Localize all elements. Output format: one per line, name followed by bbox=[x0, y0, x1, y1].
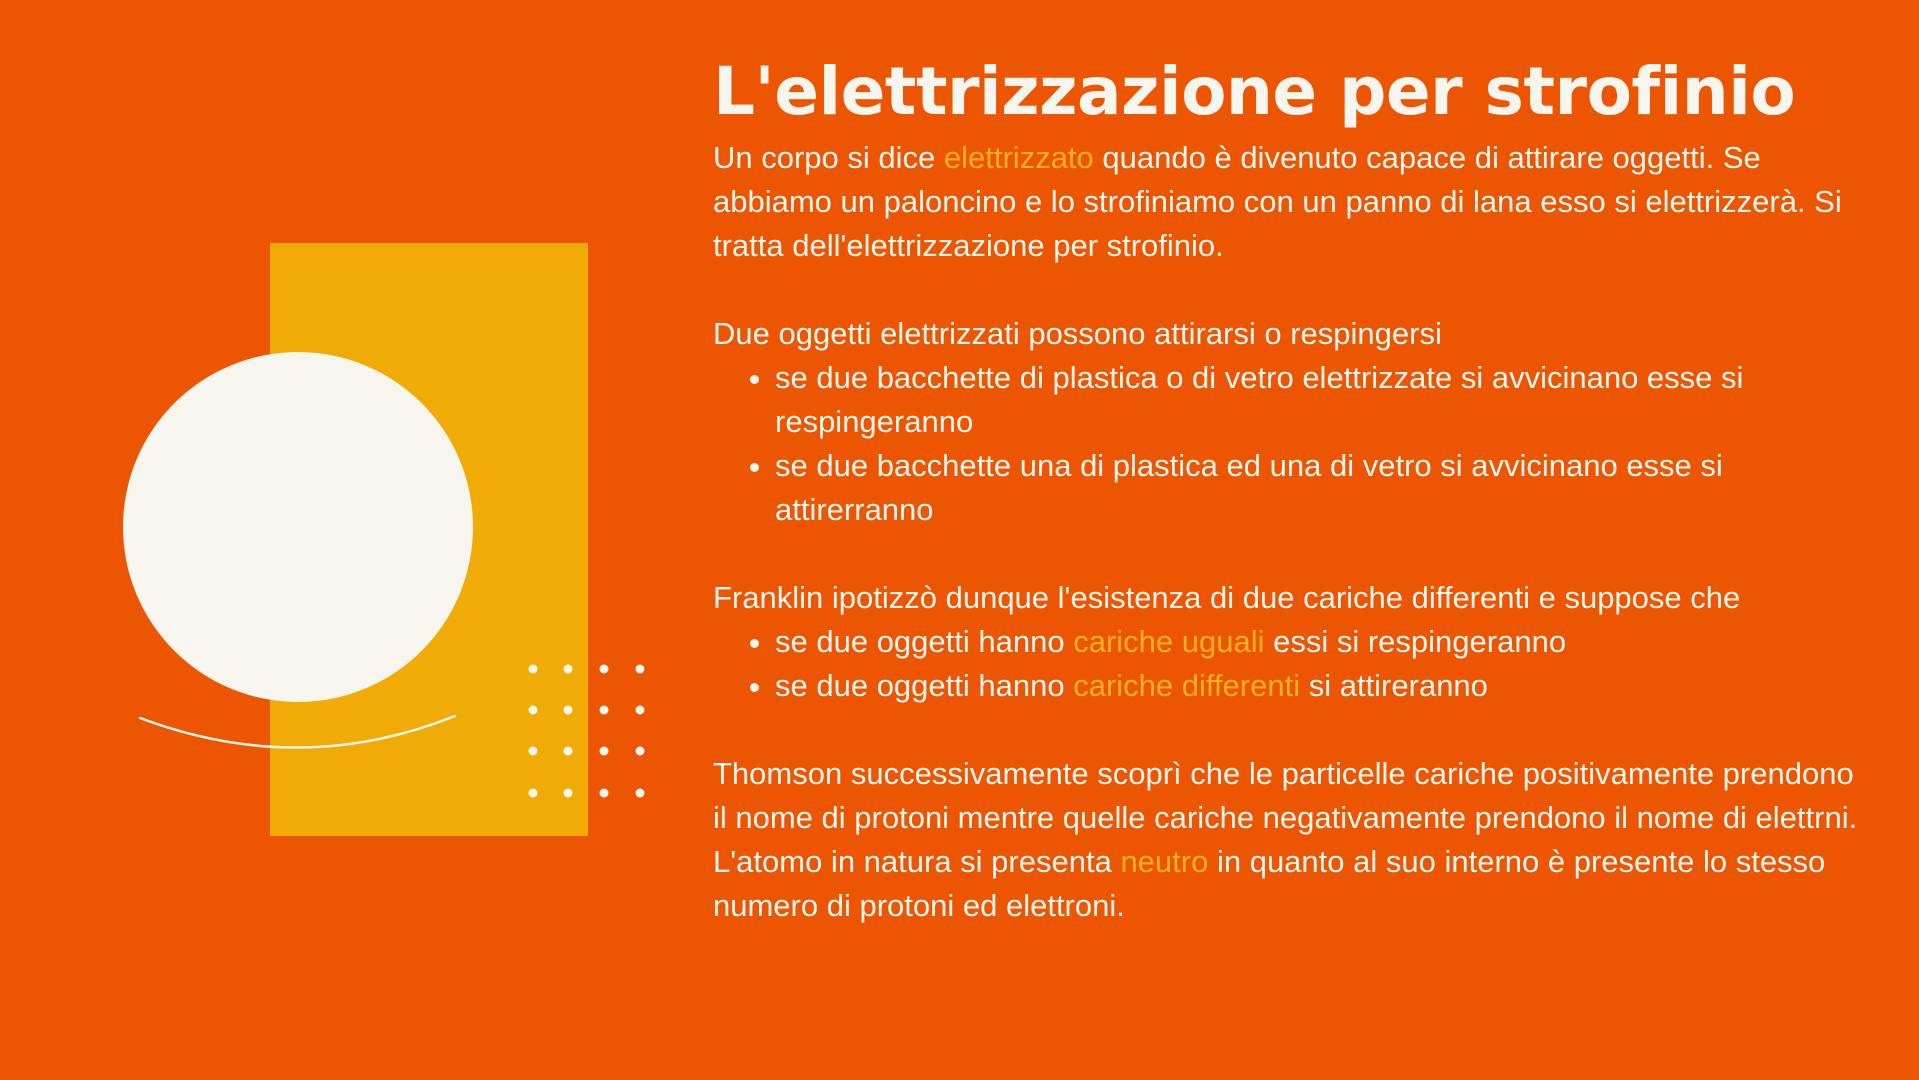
highlight-cariche-uguali: cariche uguali bbox=[1073, 624, 1265, 659]
thomson-text-start: Thomson successivamente scoprì che le particelle cariche positivamente prendono il nome di protoni mentre quelle cariche negativamente prendono il nome di elettrni. L'atomo in natura si presenta bbox=[713, 756, 1858, 879]
objects-bullet-item: • se due bacchette di plastica o di vetro elettrizzate si avvicinano esse si respingeranno bbox=[775, 356, 1873, 444]
paragraph-spacer bbox=[713, 532, 1873, 576]
franklin-bullet-list bbox=[713, 620, 1873, 708]
bullet-text-start: se due oggetti hanno bbox=[775, 624, 1074, 659]
franklin-lead: Franklin ipotizzò dunque l'esistenza di due cariche differenti e suppose che bbox=[713, 580, 1741, 615]
franklin-bullet-item bbox=[775, 664, 1873, 708]
paragraph-spacer bbox=[713, 708, 1873, 752]
bullet-text-end: si attireranno bbox=[1300, 668, 1488, 703]
thomson-paragraph bbox=[713, 752, 1873, 928]
intro-paragraph bbox=[713, 136, 1873, 268]
decorative-arc bbox=[130, 700, 470, 760]
slide-content bbox=[713, 48, 1873, 928]
intro-text-end: quando è divenuto capace di attirare oggetti. Se abbiamo un paloncino e lo strofiniamo con un panno di lana esso si elettrizzerà. Si tratta dell'elettrizzazione per strofinio. bbox=[713, 140, 1842, 263]
objects-bullet-item: • se due bacchette una di plastica ed una di vetro si avvicinano esse si attirerranno bbox=[775, 444, 1873, 532]
intro-text-start: Un corpo si dice bbox=[713, 140, 944, 175]
objects-lead: Due oggetti elettrizzati possono attirarsi o respingersi bbox=[713, 316, 1442, 351]
paragraph-spacer bbox=[713, 268, 1873, 312]
bullet-text-start: se due oggetti hanno bbox=[775, 668, 1074, 703]
thomson-text-end: in quanto al suo interno è presente lo stesso numero di protoni ed elettroni. bbox=[713, 844, 1826, 923]
highlight-elettrizzato: elettrizzato bbox=[943, 140, 1094, 175]
decorative-dot-grid bbox=[527, 662, 652, 797]
highlight-neutro: neutro bbox=[1120, 844, 1209, 879]
decorative-white-circle bbox=[123, 352, 473, 702]
franklin-bullet-item bbox=[775, 620, 1873, 664]
slide-title: L'elettrizzazione per strofinio bbox=[713, 53, 1796, 130]
bullet-text-end: essi si respingeranno bbox=[1264, 624, 1567, 659]
objects-bullet-list bbox=[713, 356, 1873, 532]
highlight-cariche-differenti: cariche differenti bbox=[1073, 668, 1301, 703]
